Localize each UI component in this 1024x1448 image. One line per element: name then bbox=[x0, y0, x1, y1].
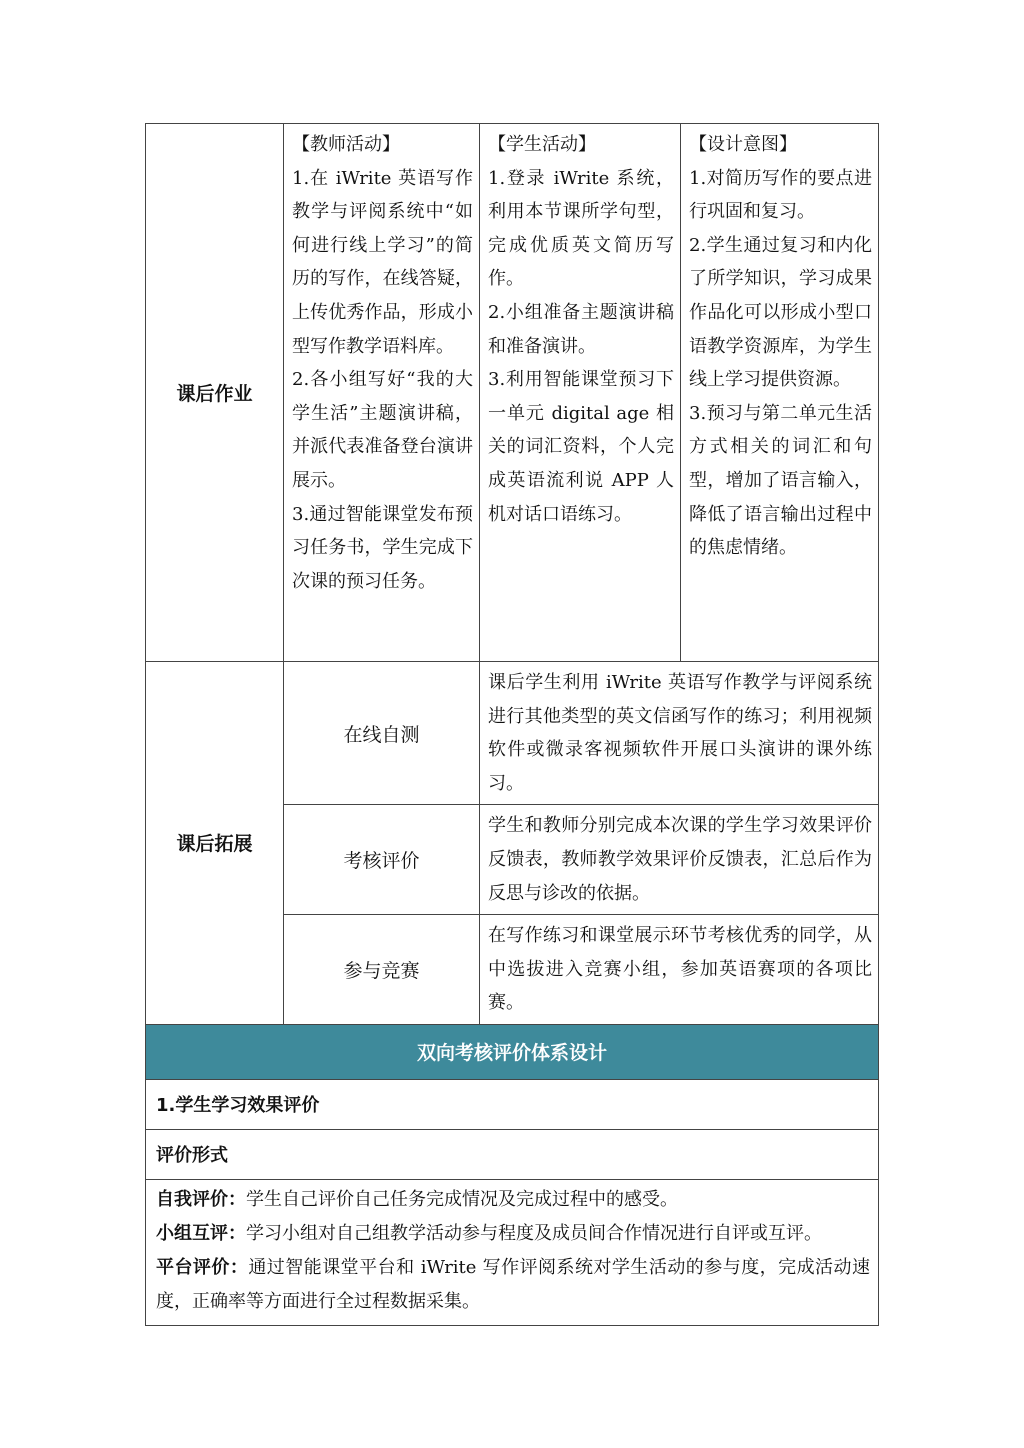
design-intent-item: 3.预习与第二单元生活方式相关的词汇和句型，增加了语言输入，降低了语言输出过程中的焦虑情绪。 bbox=[689, 402, 872, 559]
teacher-activity-item: 2.各小组写好“我的大学生活”主题演讲稿，并派代表准备登台演讲展示。 bbox=[292, 369, 473, 491]
form-body: 学生自己评价自己任务完成情况及完成过程中的感受。 bbox=[246, 1188, 678, 1210]
section-title: 双向考核评价体系设计 bbox=[146, 1024, 879, 1079]
extension-item-text bbox=[480, 805, 879, 915]
extension-item-paragraph: 课后学生利用 iWrite 英语写作教学与评阅系统进行其他类型的英文信函写作的练习；利用视频软件或微录客视频软件开展口头演讲的课外练习。 bbox=[488, 672, 872, 794]
forms-cell bbox=[146, 1179, 879, 1325]
form-head: 平台评价： bbox=[156, 1256, 249, 1278]
extension-row bbox=[146, 662, 879, 805]
form-paragraph bbox=[156, 1217, 870, 1251]
sub-title-row bbox=[146, 1079, 879, 1129]
section-band-row bbox=[146, 1024, 879, 1079]
forms-row bbox=[146, 1179, 879, 1325]
extension-item-text bbox=[480, 662, 879, 805]
design-intent-heading: 【设计意图】 bbox=[689, 134, 797, 155]
form-title-row bbox=[146, 1129, 879, 1179]
form-title: 评价形式 bbox=[146, 1129, 879, 1179]
form-head: 自我评价： bbox=[156, 1188, 246, 1210]
homework-label: 课后作业 bbox=[146, 124, 284, 662]
form-paragraph bbox=[156, 1183, 870, 1217]
extension-item-name: 在线自测 bbox=[284, 662, 480, 805]
form-head: 小组互评： bbox=[156, 1222, 246, 1244]
design-intent-cell bbox=[681, 124, 879, 662]
form-paragraph bbox=[156, 1251, 870, 1319]
extension-item-name: 考核评价 bbox=[284, 805, 480, 915]
extension-item-paragraph: 学生和教师分别完成本次课的学生学习效果评价反馈表，教师教学效果评价反馈表，汇总后作为反思与诊改的依据。 bbox=[488, 815, 872, 904]
student-activity-item: 2.小组准备主题演讲稿和准备演讲。 bbox=[488, 301, 674, 357]
student-activity-heading: 【学生活动】 bbox=[488, 134, 596, 155]
teacher-activity-item: 3.通过智能课堂发布预习任务书，学生完成下次课的预习任务。 bbox=[292, 503, 473, 592]
student-activity-item: 1.登录 iWrite 系统，利用本节课所学句型，完成优质英文简历写作。 bbox=[488, 167, 674, 290]
student-activity-cell bbox=[480, 124, 681, 662]
teacher-activity-cell bbox=[284, 124, 480, 662]
extension-label: 课后拓展 bbox=[146, 662, 284, 1025]
design-intent-item: 2.学生通过复习和内化了所学知识，学习成果作品化可以形成小型口语教学资源库，为学生线上学习提供资源。 bbox=[689, 234, 872, 391]
extension-item-paragraph: 在写作练习和课堂展示环节考核优秀的同学，从中选拔进入竞赛小组，参加英语赛项的各项比赛。 bbox=[488, 925, 872, 1014]
sub-title: 1.学生学习效果评价 bbox=[146, 1079, 879, 1129]
teacher-activity-item: 1.在 iWrite 英语写作教学与评阅系统中“如何进行线上学习”的简历的写作，在线答疑，上传优秀作品，形成小型写作教学语料库。 bbox=[292, 167, 473, 357]
extension-item-name: 参与竞赛 bbox=[284, 915, 480, 1025]
lesson-plan-table bbox=[145, 123, 879, 1326]
homework-row bbox=[146, 124, 879, 662]
form-body: 通过智能课堂平台和 iWrite 写作评阅系统对学生活动的参与度，完成活动速度，正确率等方面进行全过程数据采集。 bbox=[156, 1256, 870, 1312]
teacher-activity-heading: 【教师活动】 bbox=[292, 134, 400, 155]
form-body: 学习小组对自己组教学活动参与程度及成员间合作情况进行自评或互评。 bbox=[246, 1222, 822, 1244]
extension-item-text bbox=[480, 915, 879, 1025]
student-activity-item: 3.利用智能课堂预习下一单元 digital age 相关的词汇资料，个人完成英语流利说 APP 人机对话口语练习。 bbox=[488, 369, 674, 525]
design-intent-item: 1.对简历写作的要点进行巩固和复习。 bbox=[689, 167, 872, 223]
